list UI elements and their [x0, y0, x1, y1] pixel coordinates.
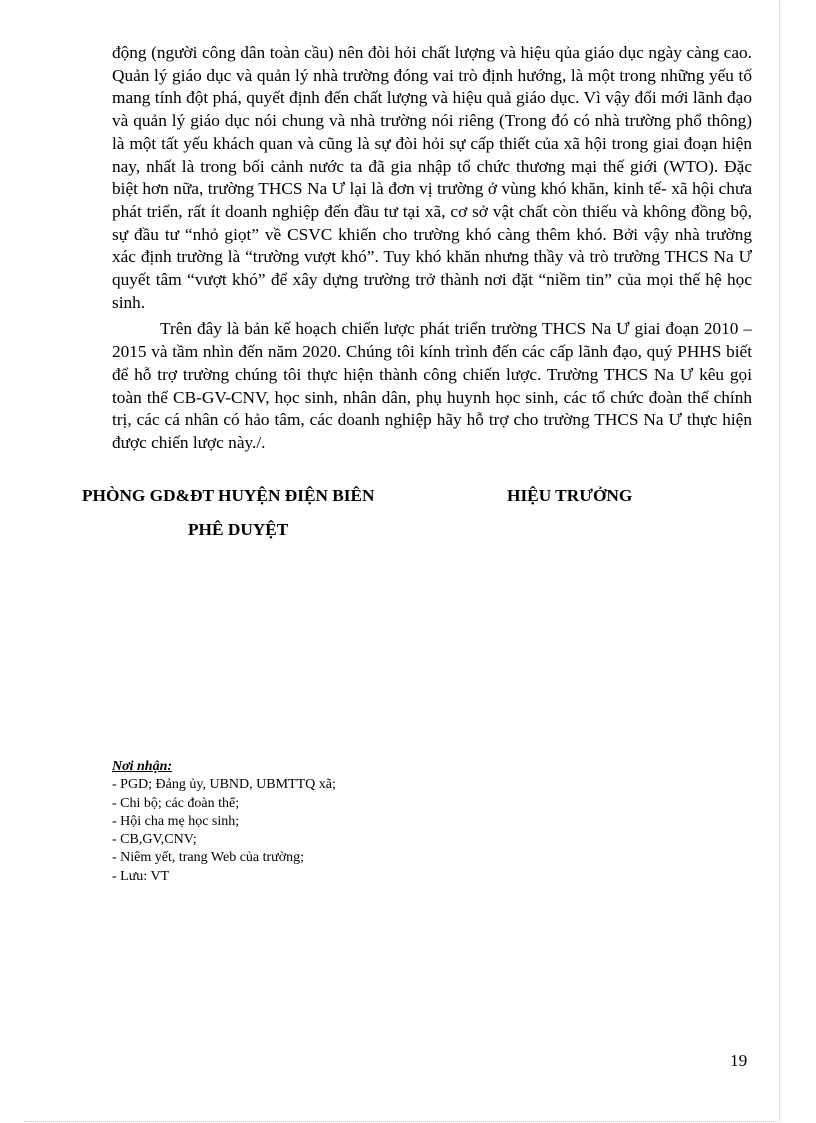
recipient-item: - Chi bộ; các đoàn thể;: [112, 795, 240, 811]
paragraph-2: Trên đây là bản kế hoạch chiến lược phát triển trường THCS Na Ư giai đoạn 2010 – 2015 và tầm nhìn đến năm 2020. Chúng tôi kính trình đến các cấp lãnh đạo, quý PHHS biết để hỗ trợ trường chúng tôi thực hiện thành công chiến lược. Trường THCS Na Ư kêu gọi toàn thể CB-GV-CNV, học sinh, nhân dân, phụ huynh học sinh, các tổ chức đoàn thể chính trị, các cá nhân có hảo tâm, các doanh nghiệp hãy hỗ trợ cho trường THCS Na Ư thực hiện được chiến lược này./.: [112, 319, 752, 452]
page-border-bottom: [24, 1121, 780, 1122]
recipient-item: - CB,GV,CNV;: [112, 832, 197, 848]
principal-title: HIỆU TRƯỞNG: [507, 486, 633, 505]
paragraph-1: động (người công dân toàn cầu) nên đòi hỏi chất lượng và hiệu qủa giáo dục ngày càng cao. Quản lý giáo dục và quản lý nhà trường đóng vai trò định hướng, là một trong những yếu tố mang tính đột phá, quyết định đến chất lượng và hiệu quả giáo dục. Vì vậy đổi mới lãnh đạo và quản lý giáo dục nói chung và nhà trường nói riêng (Trong đó có nhà trường phổ thông) là một tất yếu khách quan và cũng là sự đòi hỏi sự cấp thiết của xã hội trong giai đoạn hiện nay, nhất là trong bối cảnh nước ta đã gia nhập tổ chức thương mại thế giới (WTO). Đặc biệt hơn nữa, trường THCS Na Ư lại là đơn vị trường ở vùng khó khăn, kinh tế- xã hội chưa phát triển, rất ít doanh nghiệp đến đầu tư tại xã, cơ sở vật chất còn thiếu và không đồng bộ, sự đầu tư “nhỏ giọt” về CSVC khiến cho trường khó càng thêm khó. Bởi vậy nhà trường xác định trường là “trường vượt khó”. Tuy khó khăn nhưng thầy và trò trường THCS Na Ư quyết tâm “vượt khó” để xây dựng trường trở thành nơi đặt “niềm tin” của mọi thế hệ học sinh.: [112, 43, 752, 312]
body-text: [112, 42, 752, 455]
recipients-heading: Nơi nhận:: [112, 759, 173, 774]
recipient-item: - Hội cha mẹ học sinh;: [112, 813, 240, 829]
recipient-item: - PGD; Đảng ủy, UBND, UBMTTQ xã;: [112, 777, 336, 793]
recipients-block: [112, 758, 336, 886]
page-border-right: [779, 0, 780, 1122]
recipient-item: - Niêm yết, trang Web của trường;: [112, 850, 305, 866]
recipients-list: [112, 776, 336, 886]
page-number: 19: [730, 1051, 748, 1070]
approval-office-title: PHÒNG GD&ĐT HUYỆN ĐIỆN BIÊN: [82, 486, 375, 505]
recipient-item: - Lưu: VT: [112, 868, 170, 884]
approval-label: PHÊ DUYỆT: [188, 520, 289, 539]
